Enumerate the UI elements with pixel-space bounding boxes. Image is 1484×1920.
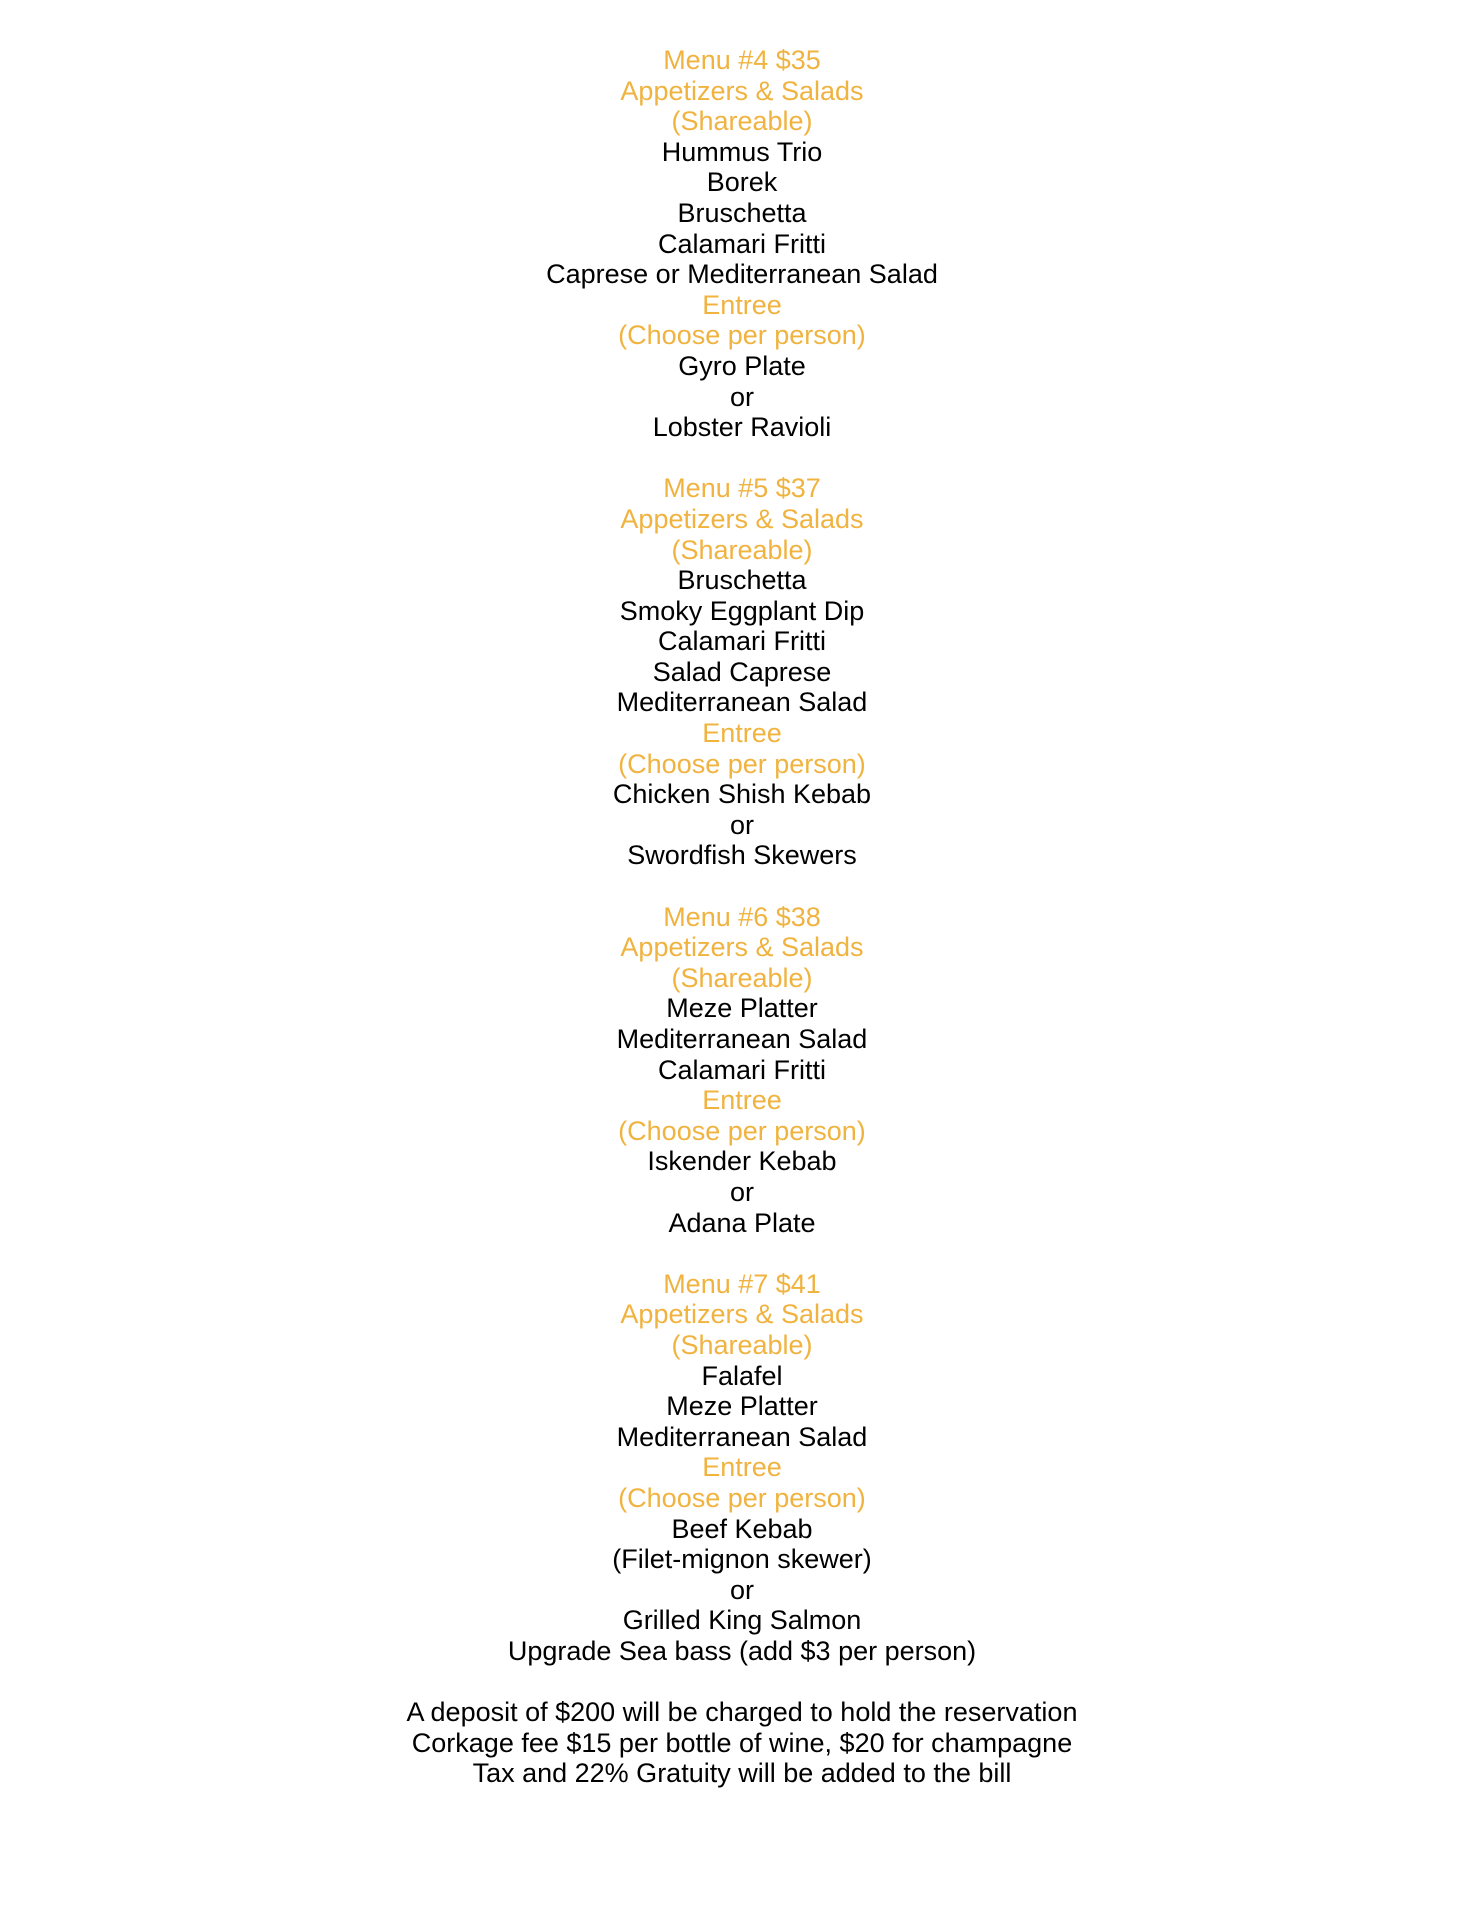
appetizer-item: Caprese or Mediterranean Salad — [546, 259, 938, 290]
policy-notes — [0, 1697, 1484, 1789]
entree-note: (Choose per person) — [618, 320, 866, 351]
appetizers-heading: Appetizers & Salads — [620, 932, 864, 963]
entree-note: (Choose per person) — [618, 1115, 866, 1146]
entree-item: Chicken Shish Kebab — [612, 779, 872, 810]
menu-section-4 — [0, 45, 1484, 443]
appetizer-item: Mediterranean Salad — [616, 1024, 868, 1054]
appetizer-item: Smoky Eggplant Dip — [619, 595, 865, 626]
appetizer-item: Calamari Fritti — [657, 1054, 826, 1085]
entree-note: (Choose per person) — [618, 1482, 866, 1513]
entree-upgrade: Upgrade Sea bass (add $3 per person) — [507, 1635, 977, 1666]
entree-item: Beef Kebab — [671, 1513, 813, 1544]
appetizers-heading: Appetizers & Salads — [620, 1299, 864, 1330]
entree-or: or — [729, 809, 754, 840]
entree-item: Adana Plate — [668, 1207, 816, 1238]
menu-section-6 — [0, 902, 1484, 1239]
menu-section-5 — [0, 473, 1484, 871]
menu-title: Menu #4 $35 — [663, 45, 821, 75]
appetizer-item: Meze Platter — [666, 993, 818, 1024]
entree-item: Iskender Kebab — [647, 1146, 837, 1177]
menu-column — [0, 45, 1484, 1789]
entree-item-detail: (Filet-mignon skewer) — [612, 1544, 872, 1575]
appetizer-item: Falafel — [701, 1360, 783, 1391]
entree-or: or — [729, 1574, 754, 1605]
entree-item: Grilled King Salmon — [622, 1605, 862, 1636]
entree-heading: Entree — [702, 718, 782, 749]
entree-heading: Entree — [702, 1452, 782, 1483]
entree-heading: Entree — [702, 1085, 782, 1116]
appetizer-item: Meze Platter — [666, 1391, 818, 1422]
appetizer-item: Bruschetta — [677, 565, 807, 596]
gratuity-note: Tax and 22% Gratuity will be added to the bill — [472, 1758, 1012, 1789]
appetizers-note: (Shareable) — [671, 962, 813, 993]
deposit-note: A deposit of $200 will be charged to hold the reservation — [406, 1697, 1078, 1728]
appetizers-heading: Appetizers & Salads — [620, 75, 864, 106]
appetizers-note: (Shareable) — [671, 106, 813, 137]
entree-or: or — [729, 381, 754, 412]
entree-item: Lobster Ravioli — [652, 412, 832, 443]
section-spacer — [0, 443, 1484, 474]
appetizer-item: Mediterranean Salad — [616, 687, 868, 718]
menu-section-7 — [0, 1269, 1484, 1667]
appetizer-item: Mediterranean Salad — [616, 1421, 868, 1452]
appetizers-note: (Shareable) — [671, 1329, 813, 1360]
menu-title: Menu #6 $38 — [663, 901, 821, 932]
entree-item: Swordfish Skewers — [627, 840, 857, 871]
corkage-note: Corkage fee $15 per bottle of wine, $20 for champagne — [411, 1727, 1073, 1758]
appetizer-item: Calamari Fritti — [657, 228, 826, 259]
section-spacer — [0, 1238, 1484, 1269]
appetizer-item: Salad Caprese — [652, 656, 832, 687]
entree-note: (Choose per person) — [618, 748, 866, 779]
appetizers-heading: Appetizers & Salads — [620, 503, 864, 534]
entree-item: Gyro Plate — [678, 350, 806, 381]
entree-or: or — [729, 1176, 754, 1207]
entree-heading: Entree — [702, 289, 782, 320]
section-spacer — [0, 871, 1484, 902]
menu-title: Menu #5 $37 — [663, 473, 821, 504]
menu-title: Menu #7 $41 — [663, 1268, 821, 1299]
appetizer-item: Hummus Trio — [661, 136, 823, 167]
appetizers-note: (Shareable) — [671, 534, 813, 565]
section-spacer — [0, 1666, 1484, 1697]
appetizer-item: Bruschetta — [677, 197, 807, 228]
appetizer-item: Borek — [706, 167, 778, 198]
appetizer-item: Calamari Fritti — [657, 626, 826, 657]
